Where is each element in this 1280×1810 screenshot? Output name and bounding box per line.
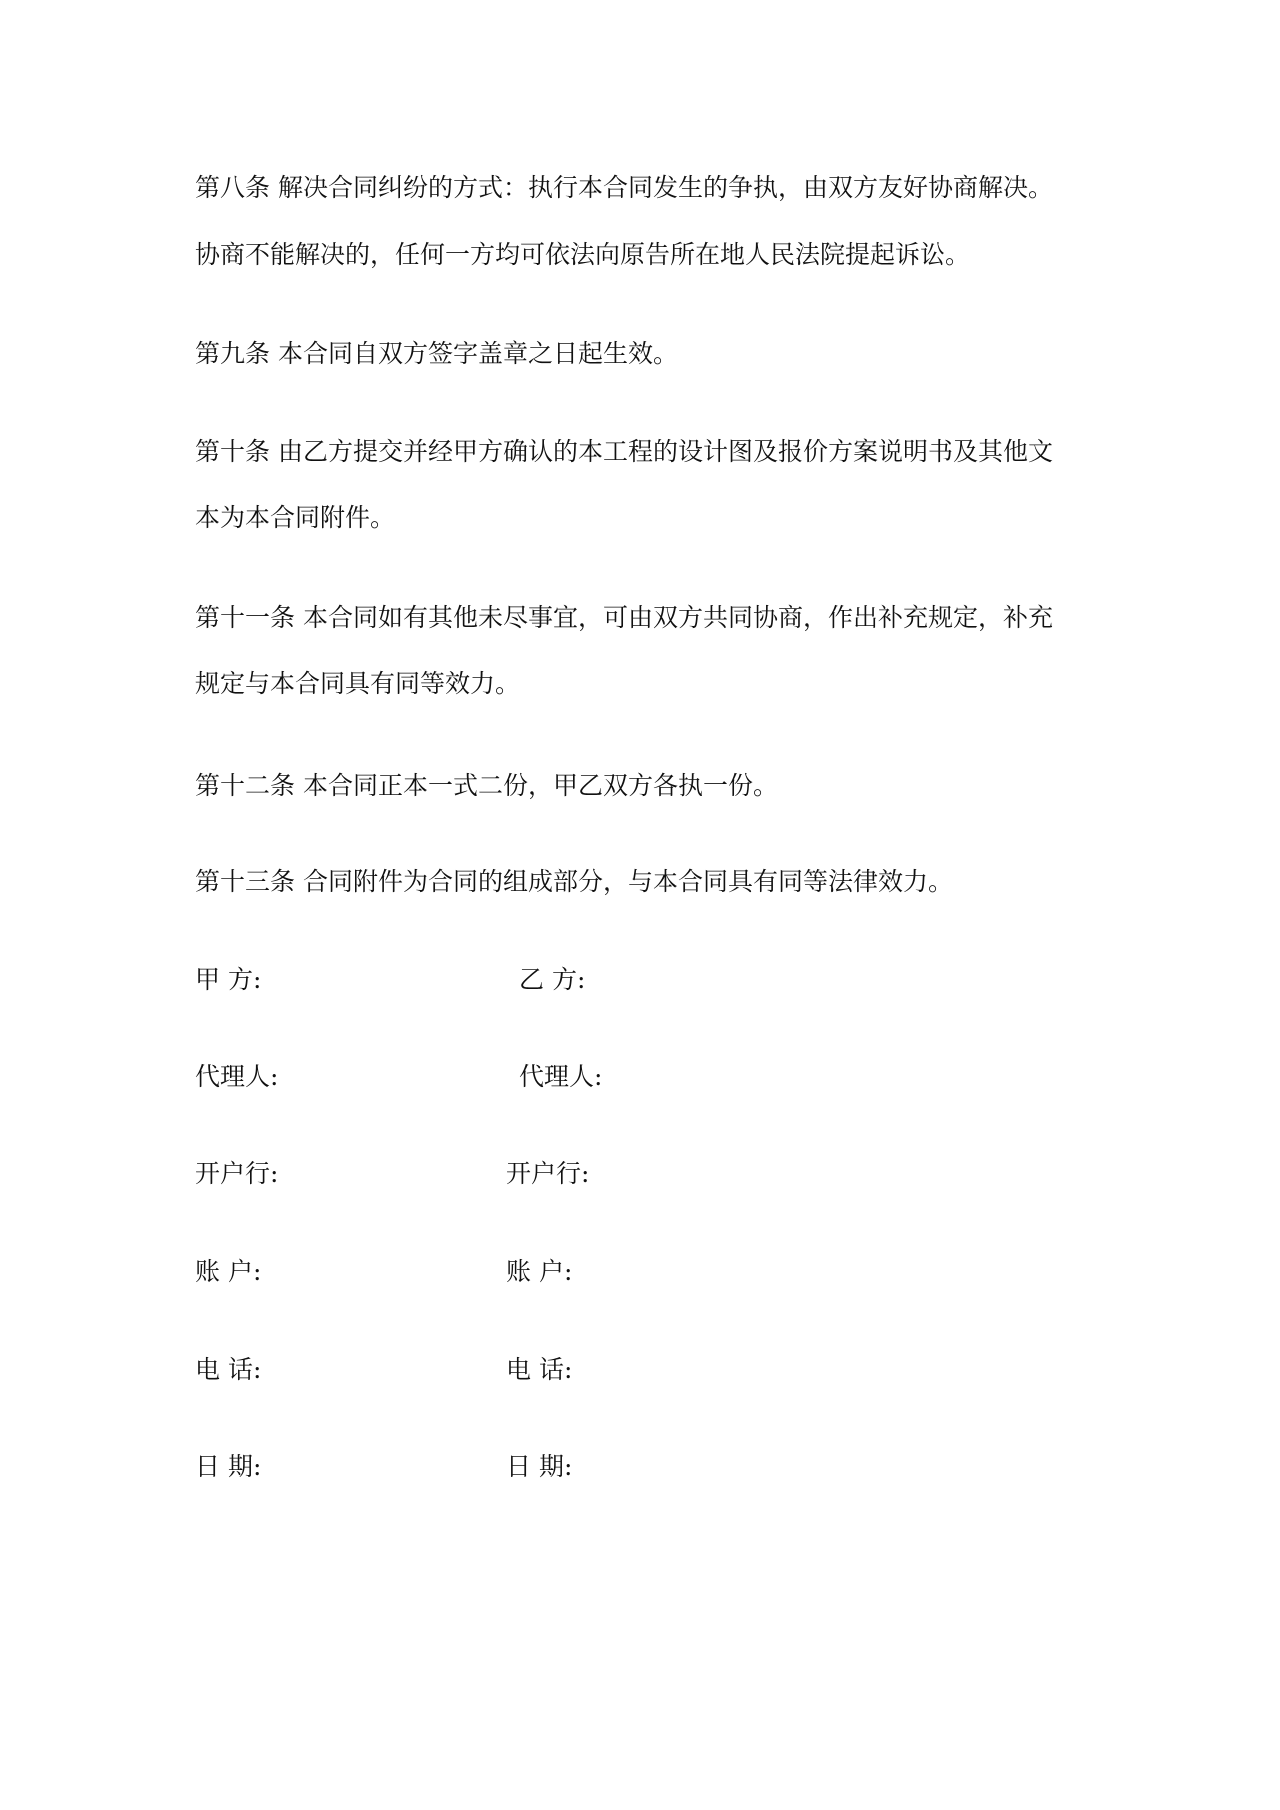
party-a-phone: 电 话: (195, 1355, 262, 1384)
clause-12: 第十二条 本合同正本一式二份，甲乙双方各执一份。 (195, 771, 778, 800)
party-b-bank: 开户行: (506, 1159, 590, 1188)
clause-13: 第十三条 合同附件为合同的组成部分，与本合同具有同等法律效力。 (195, 867, 953, 896)
party-b-account: 账 户: (506, 1257, 573, 1286)
party-b-date: 日 期: (506, 1452, 573, 1481)
party-a-date: 日 期: (195, 1452, 262, 1481)
party-b-agent: 代理人: (519, 1062, 603, 1091)
party-a-bank: 开户行: (195, 1159, 279, 1188)
clause-11-line-1: 第十一条 本合同如有其他未尽事宜，可由双方共同协商，作出补充规定，补充 (195, 603, 1053, 632)
party-a-account: 账 户: (195, 1257, 262, 1286)
clause-11-line-2: 规定与本合同具有同等效力。 (195, 669, 521, 698)
clause-10-line-2: 本为本合同附件。 (195, 503, 396, 532)
party-b-phone: 电 话: (506, 1355, 573, 1384)
clause-9: 第九条 本合同自双方签字盖章之日起生效。 (195, 339, 678, 368)
party-a-agent: 代理人: (195, 1062, 279, 1091)
clause-8-line-1: 第八条 解决合同纠纷的方式：执行本合同发生的争执，由双方友好协商解决。 (195, 173, 1053, 202)
clause-8-line-2: 协商不能解决的，任何一方均可依法向原告所在地人民法院提起诉讼。 (195, 240, 971, 269)
clause-10-line-1: 第十条 由乙方提交并经甲方确认的本工程的设计图及报价方案说明书及其他文 (195, 437, 1053, 466)
party-b-label: 乙 方: (519, 965, 586, 994)
party-a-label: 甲 方: (195, 965, 262, 994)
